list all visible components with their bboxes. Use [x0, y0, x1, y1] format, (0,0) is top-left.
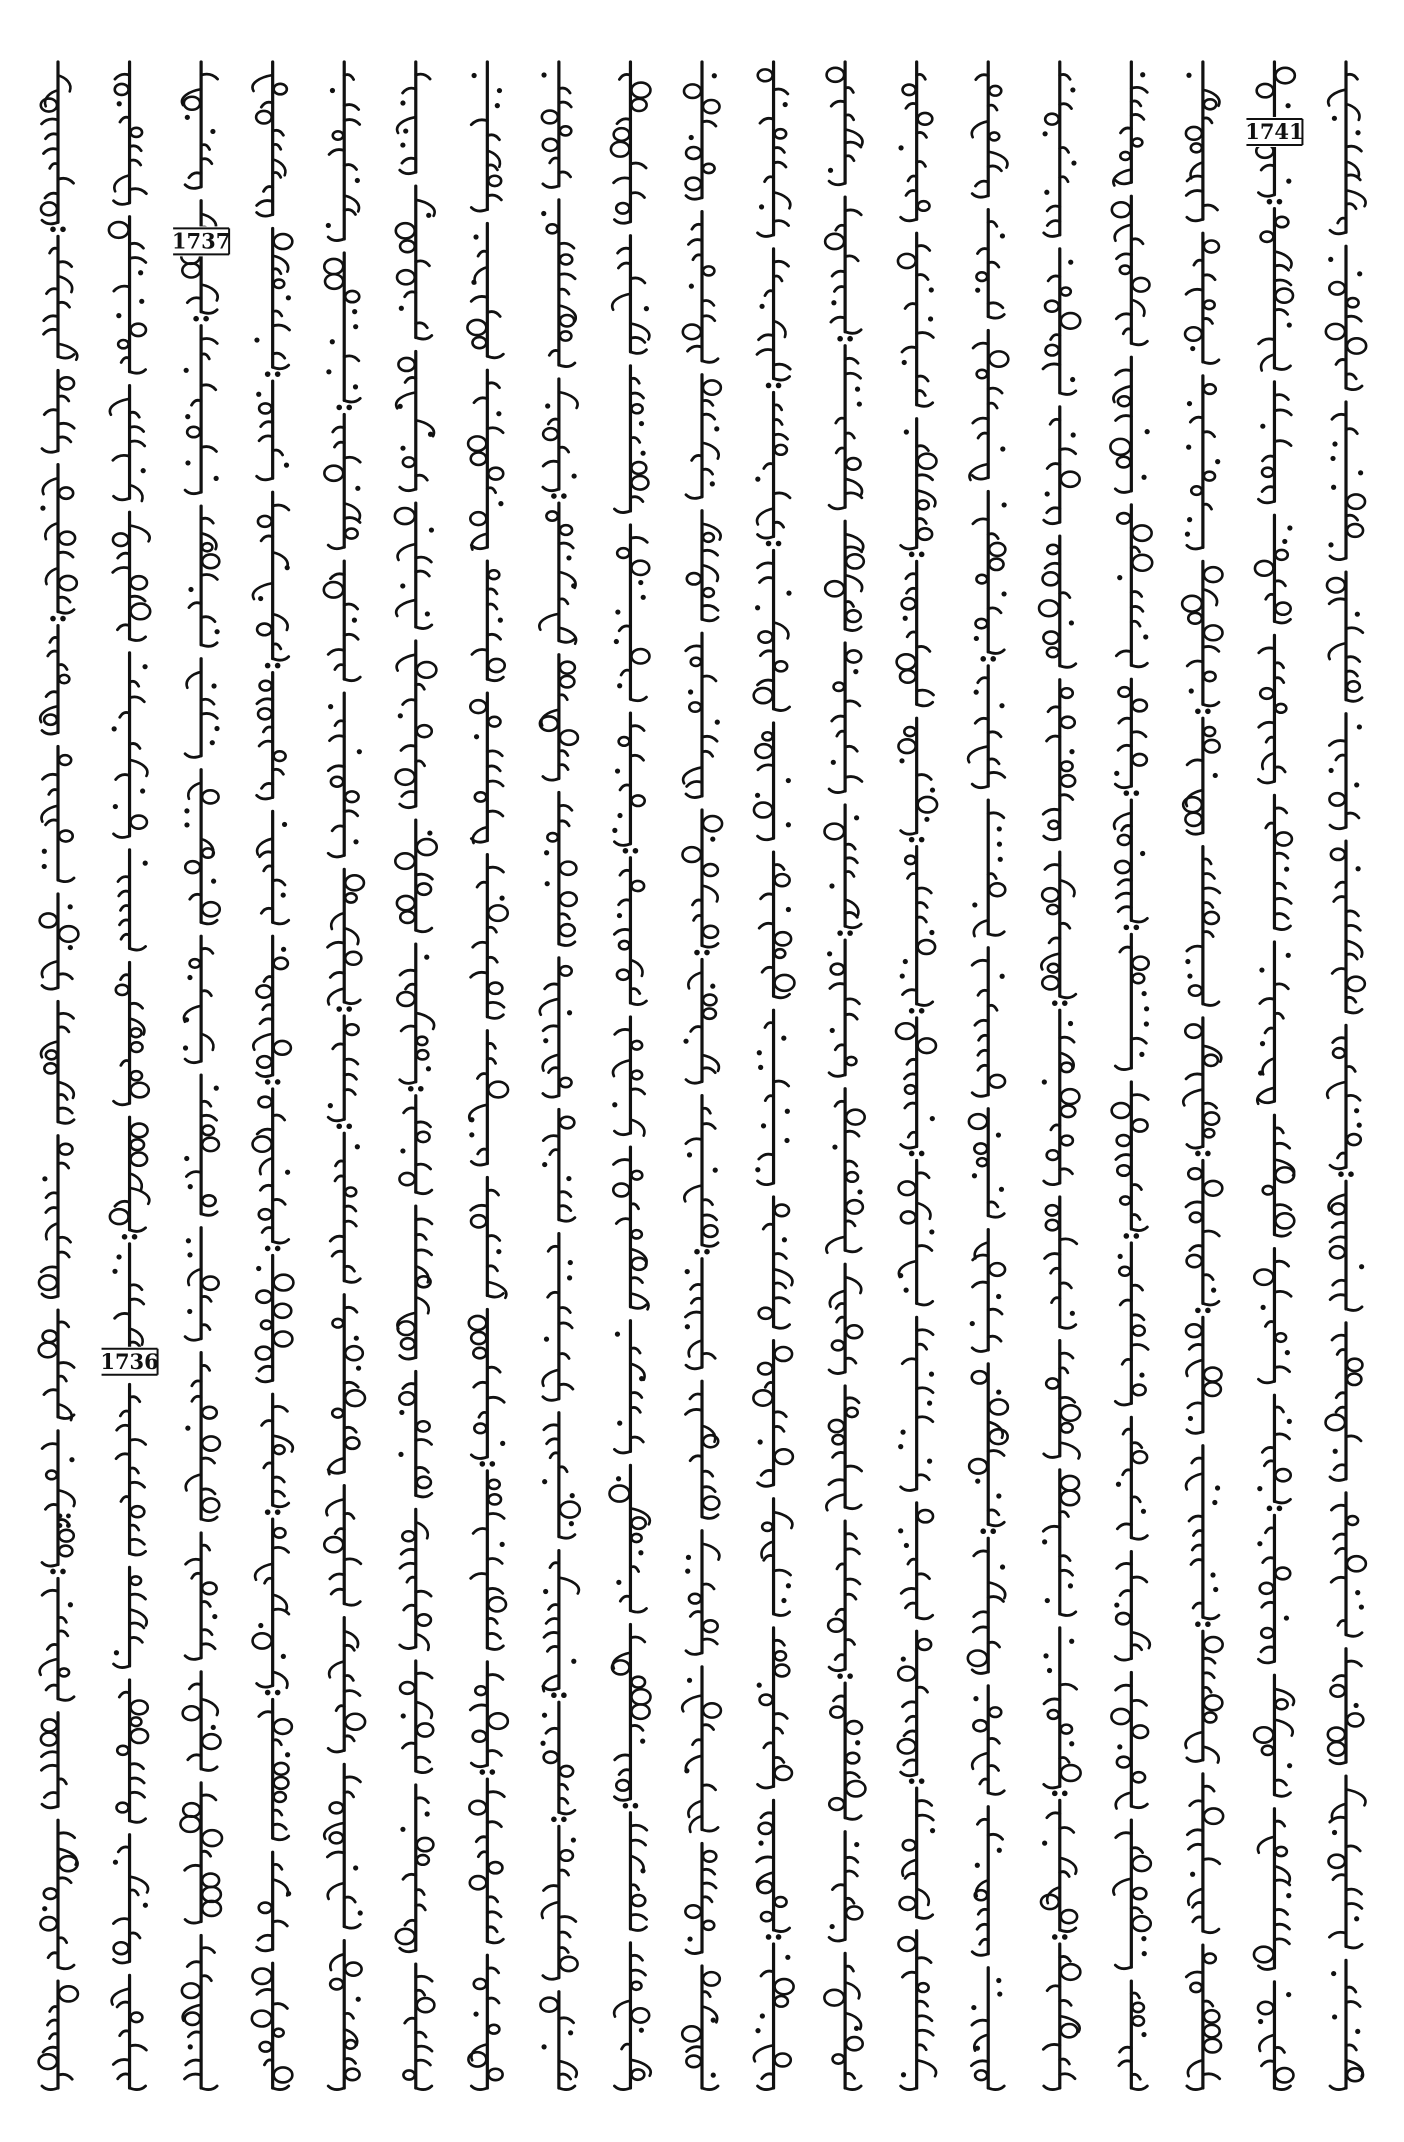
word: [1044, 407, 1080, 524]
word: [543, 1234, 573, 1401]
word: [326, 62, 360, 241]
word: [256, 1255, 294, 1381]
word: [829, 643, 862, 793]
word: [828, 1521, 860, 1679]
word: [42, 1431, 75, 1574]
word: [1043, 1628, 1080, 1796]
word: [1186, 62, 1220, 221]
word: [755, 392, 790, 546]
word: [825, 197, 861, 341]
word: [40, 626, 69, 734]
word: [1185, 847, 1219, 1006]
word: [114, 962, 149, 1104]
word: [1331, 1493, 1366, 1636]
word: [110, 1117, 149, 1239]
word: [612, 1017, 644, 1136]
word: [1254, 1809, 1291, 1970]
year-marker-label: 1736: [100, 1348, 159, 1374]
text-column-14: [968, 62, 1008, 2090]
word: [328, 693, 362, 857]
word: [114, 62, 147, 204]
word: [118, 850, 148, 950]
text-column-18: [1254, 62, 1295, 2090]
word: [759, 1197, 793, 1328]
word: [1254, 1249, 1291, 1383]
word: [396, 351, 434, 490]
word: [972, 62, 1008, 197]
word: [254, 229, 292, 377]
word: [113, 512, 150, 640]
word: [682, 1667, 721, 1832]
year-marker-1736: [100, 1347, 160, 1377]
word: [901, 419, 937, 557]
word: [754, 550, 792, 710]
word: [1110, 357, 1149, 492]
word: [185, 1353, 220, 1521]
word: [829, 1832, 862, 1941]
word: [542, 1826, 578, 1979]
word: [40, 894, 79, 989]
word: [970, 1230, 1005, 1352]
word: [328, 1016, 359, 1129]
text-column-3: [180, 62, 222, 2090]
word: [252, 1963, 293, 2089]
word: [1327, 1025, 1362, 1177]
word: [471, 62, 502, 211]
word: [1258, 1982, 1293, 2090]
word: [1258, 382, 1291, 503]
word: [1183, 718, 1219, 834]
word: [1114, 800, 1147, 930]
word: [400, 1661, 433, 1773]
word: [685, 1259, 716, 1369]
text-column-13: [896, 62, 937, 2090]
word: [755, 1010, 790, 1184]
word: [471, 1471, 506, 1650]
word: [39, 1981, 78, 2089]
word: [184, 1075, 219, 1215]
word: [683, 960, 718, 1084]
word: [395, 820, 436, 932]
word: [117, 1680, 149, 1822]
word: [1328, 62, 1365, 234]
word: [757, 249, 790, 388]
word: [1255, 515, 1293, 623]
word: [1119, 1981, 1147, 2089]
word: [1328, 1776, 1365, 1948]
word: [682, 810, 722, 955]
word: [898, 1931, 936, 2090]
word: [324, 414, 360, 548]
word: [184, 326, 219, 494]
word: [972, 948, 1005, 1097]
word: [630, 1813, 646, 1931]
word: [614, 525, 650, 701]
word: [1185, 233, 1219, 363]
word: [900, 1788, 936, 1918]
word: [1112, 196, 1150, 345]
word: [396, 641, 437, 808]
text-column-17: [1182, 62, 1223, 2090]
word: [758, 62, 791, 236]
word: [969, 1364, 1008, 1534]
word: [471, 1177, 507, 1297]
word: [610, 1465, 650, 1612]
word: [759, 852, 794, 998]
word: [259, 1700, 292, 1840]
word: [971, 1968, 1004, 2090]
word: [682, 1966, 720, 2090]
word: [612, 1625, 651, 1809]
word: [683, 633, 720, 797]
word: [188, 506, 219, 646]
word: [116, 1384, 146, 1555]
word: [185, 1533, 217, 1659]
word: [1043, 1944, 1080, 2090]
word: [686, 375, 721, 499]
word: [257, 1852, 292, 1951]
word: [1045, 1197, 1077, 1328]
word: [397, 1206, 431, 1359]
word: [1328, 1649, 1364, 1764]
word: [1114, 1552, 1150, 1660]
word: [614, 1943, 651, 2090]
word: [253, 62, 287, 216]
word: [403, 1964, 434, 2089]
word: [109, 217, 146, 373]
text-column-16: [1110, 62, 1152, 2090]
word: [395, 503, 434, 628]
text-column-9: [610, 62, 651, 2090]
word: [757, 1800, 790, 1939]
word: [1041, 852, 1075, 1006]
word: [612, 713, 644, 853]
word: [543, 379, 578, 499]
year-marker-1741: [1244, 117, 1304, 147]
word: [969, 1109, 1004, 1217]
word: [898, 1503, 933, 1619]
word: [39, 1136, 72, 1298]
text-column-8: [539, 62, 579, 2090]
word: [1331, 841, 1365, 1013]
word: [686, 1381, 720, 1518]
word: [253, 492, 290, 668]
word: [40, 1578, 74, 1700]
word: [470, 693, 503, 843]
word: [972, 1807, 1002, 1956]
word: [685, 1531, 719, 1655]
word: [1115, 934, 1149, 1069]
word: [757, 1628, 792, 1788]
word: [897, 561, 934, 706]
text-column-1: [39, 62, 79, 2090]
word: [540, 655, 578, 780]
word: [328, 1295, 365, 1474]
word: [182, 1935, 217, 2089]
word: [113, 1835, 148, 1963]
year-marker-1737: [171, 226, 231, 256]
word: [44, 236, 78, 359]
word: [399, 1096, 431, 1194]
word: [41, 1002, 74, 1124]
word: [829, 1264, 862, 1373]
word: [614, 1321, 644, 1453]
word: [1186, 1160, 1222, 1313]
text-column-15: [1039, 62, 1081, 2090]
word: [541, 62, 571, 187]
word: [1257, 1395, 1292, 1511]
word: [1326, 1323, 1363, 1481]
word: [540, 1992, 576, 2090]
word: [1186, 1631, 1223, 1762]
word: [40, 1820, 77, 1969]
word: [970, 331, 1009, 480]
word: [1113, 1820, 1150, 1969]
word: [898, 1631, 931, 1784]
word: [39, 1310, 74, 1420]
word: [754, 1944, 794, 2090]
word: [40, 465, 76, 622]
word: [827, 62, 863, 185]
word: [1327, 572, 1363, 701]
word: [1116, 1417, 1147, 1539]
word: [900, 847, 935, 1014]
word: [182, 62, 218, 188]
word: [1115, 1243, 1148, 1405]
text-column-6: [395, 62, 437, 2090]
word: [753, 1341, 792, 1487]
word: [324, 1764, 363, 1928]
word: [1183, 1018, 1221, 1156]
word: [1259, 209, 1293, 371]
word: [824, 1953, 862, 2089]
word: [1326, 246, 1366, 389]
word: [1258, 635, 1286, 783]
text-column-10: [682, 62, 722, 2090]
word: [471, 855, 508, 1019]
text-column-7: [467, 62, 508, 2090]
word: [470, 1662, 507, 1775]
word: [472, 561, 505, 681]
word: [1329, 714, 1362, 829]
word: [898, 1160, 934, 1305]
word: [1330, 1960, 1363, 2089]
word: [896, 1018, 936, 1156]
word: [613, 1147, 648, 1309]
word: [330, 1133, 360, 1282]
word: [898, 1317, 934, 1490]
word: [467, 223, 503, 357]
word: [1328, 402, 1365, 560]
year-marker-label: 1737: [171, 228, 231, 254]
word: [684, 62, 720, 199]
word: [41, 62, 74, 232]
word: [469, 1779, 504, 1943]
word: [257, 811, 289, 924]
word: [1111, 1672, 1148, 1808]
word: [968, 666, 1005, 788]
word: [825, 805, 862, 936]
word: [1044, 1341, 1080, 1459]
word: [1042, 1010, 1080, 1184]
word: [1257, 1515, 1290, 1663]
word: [185, 659, 219, 758]
word: [324, 1486, 361, 1606]
word: [396, 1785, 434, 1952]
word: [1112, 1082, 1149, 1239]
word: [253, 1089, 291, 1251]
punctuation-mark: ::: [51, 1511, 81, 1531]
word: [1329, 1181, 1365, 1310]
year-marker-label: 1741: [1245, 118, 1304, 144]
word: [1186, 1945, 1221, 2090]
word: [41, 1713, 66, 1808]
word: [1254, 1675, 1294, 1796]
word: [400, 1509, 431, 1650]
word: [968, 1538, 1005, 1673]
word: [541, 200, 576, 367]
word: [110, 386, 146, 501]
word: [1114, 679, 1147, 796]
word: [826, 1089, 864, 1253]
word: [1042, 62, 1076, 236]
word: [1113, 62, 1147, 185]
word: [114, 1567, 147, 1667]
word: [762, 1499, 793, 1616]
word: [468, 370, 503, 549]
text-column-11: [753, 62, 794, 2090]
word: [42, 371, 74, 453]
word: [898, 233, 934, 406]
word: [544, 793, 577, 946]
word: [324, 253, 360, 410]
word: [614, 858, 646, 1005]
word: [256, 381, 289, 480]
word: [257, 673, 286, 799]
word: [328, 1941, 361, 2090]
word: [1263, 1115, 1295, 1236]
word: [397, 62, 430, 174]
word: [1266, 795, 1292, 929]
word: [396, 186, 435, 339]
word: [398, 1371, 431, 1496]
word: [262, 1394, 293, 1515]
word: [328, 1618, 365, 1752]
word: [540, 1702, 574, 1822]
word: [324, 561, 360, 681]
word: [684, 1096, 718, 1255]
word: [539, 503, 576, 644]
word: [1186, 1446, 1220, 1627]
word: [253, 936, 291, 1084]
word: [829, 1683, 865, 1819]
word: [614, 366, 648, 513]
word: [1186, 1317, 1222, 1433]
word: [180, 1783, 222, 1923]
word: [1185, 376, 1220, 549]
text-column-19: [1326, 62, 1367, 2090]
word: [540, 958, 572, 1097]
word: [183, 1672, 221, 1771]
word: [1041, 1800, 1077, 1939]
word: [184, 770, 219, 924]
word: [1043, 249, 1080, 395]
word: [253, 1519, 289, 1695]
word: [975, 210, 1005, 318]
word: [1043, 680, 1075, 840]
word: [685, 1844, 716, 1954]
word: [973, 492, 1007, 662]
word: [397, 944, 434, 1091]
word: [183, 936, 213, 1062]
word: [42, 746, 74, 881]
word: [683, 212, 718, 363]
text-column-12: [824, 62, 865, 2090]
word: [1042, 1470, 1079, 1616]
word: [468, 1955, 502, 2089]
word: [827, 940, 859, 1076]
word: [112, 1975, 147, 2089]
word: [185, 1228, 219, 1341]
word: [543, 1551, 579, 1698]
word: [1116, 505, 1152, 667]
word: [826, 1386, 861, 1510]
word: [1182, 561, 1222, 714]
word: [825, 521, 864, 630]
word: [972, 800, 1005, 936]
text-column-5: [324, 62, 365, 2090]
text-column-4: [252, 62, 294, 2090]
word: [1257, 942, 1291, 1104]
word: [898, 718, 937, 842]
word: [542, 1110, 575, 1222]
word: [1039, 536, 1076, 667]
word: [469, 1031, 508, 1165]
word: [469, 1309, 505, 1466]
word: [611, 62, 651, 223]
word: [972, 1686, 1004, 1794]
word: [898, 62, 932, 221]
word: [829, 346, 862, 509]
word: [754, 723, 791, 840]
text-column-2: [109, 62, 150, 2090]
word: [612, 236, 649, 354]
word: [542, 1413, 580, 1538]
word: [687, 511, 721, 621]
word: [1187, 1774, 1223, 1933]
word: [112, 653, 148, 838]
word: [181, 201, 217, 322]
word: [328, 869, 364, 1012]
